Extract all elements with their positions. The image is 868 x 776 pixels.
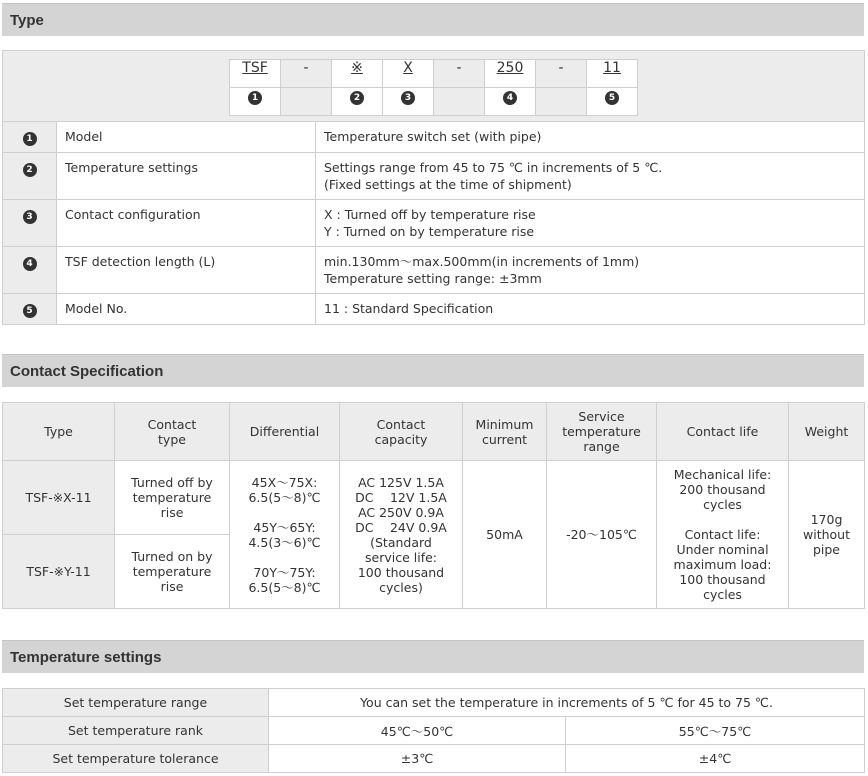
type-row [3, 247, 865, 294]
code-number-cell [230, 87, 281, 115]
column-header: Type [3, 403, 115, 461]
differential-cell: 45X～75X: 6.5(5～8)℃ 45Y～65Y: 4.5(3～6)℃ 70Y～75Y: 6.5(5～8)℃ [230, 461, 340, 609]
contact-spec-table [2, 402, 865, 609]
row-label: Temperature settings [57, 153, 316, 200]
code-part: ※ [332, 59, 383, 87]
column-header: Differential [230, 403, 340, 461]
row-number-cell [3, 122, 57, 153]
weight-cell: 170g without pipe [789, 461, 865, 609]
row-number-cell [3, 247, 57, 294]
code-number-cell [485, 87, 536, 115]
row-value-line: Temperature setting range: ±3mm [324, 271, 542, 286]
column-header: Weight [789, 403, 865, 461]
column-header: Minimum current [463, 403, 547, 461]
column-header: Contact type [115, 403, 230, 461]
code-part: 250 [485, 59, 536, 87]
type-table [2, 50, 865, 325]
column-header: Contact capacity [340, 403, 463, 461]
row-value [316, 247, 865, 294]
row-label: Model [57, 122, 316, 153]
code-number-cell [536, 87, 587, 115]
type-row [3, 153, 865, 200]
code-part: - [536, 59, 587, 87]
row-value-line: X : Turned off by temperature rise [324, 207, 536, 222]
number-badge-icon: 2 [23, 163, 37, 177]
row-value [316, 294, 865, 325]
row-value-line: min.130mm～max.500mm(in increments of 1mm) [324, 254, 640, 269]
row-value-line: Temperature switch set (with pipe) [324, 129, 542, 144]
contact-type-y: Turned on by temperature rise [115, 535, 230, 609]
row-value-line: Settings range from 45 to 75 ℃ in increments of 5 ℃. [324, 160, 663, 175]
contact-life-cell: Mechanical life: 200 thousand cycles Contact life: Under nominal maximum load: 100 thousand cycles [657, 461, 789, 609]
row-value-line: (Fixed settings at the time of shipment) [324, 177, 572, 192]
code-number-cell [281, 87, 332, 115]
tolerance-b: ±4℃ [566, 745, 865, 773]
tolerance-a: ±3℃ [269, 745, 566, 773]
number-badge-icon: 1 [23, 132, 37, 146]
code-part: - [434, 59, 485, 87]
row-label: Model No. [57, 294, 316, 325]
contact-type-x: Turned off by temperature rise [115, 461, 230, 535]
number-badge-icon: 5 [23, 304, 37, 318]
model-code-grid [229, 59, 638, 116]
column-header: Contact life [657, 403, 789, 461]
capacity-cell: AC 125V 1.5A DC 12V 1.5A AC 250V 0.9A DC 24V 0.9A (Standard service life: 100 thousand cycles) [340, 461, 463, 609]
min-current-cell: 50mA [463, 461, 547, 609]
rank-label: Set temperature rank [3, 717, 269, 745]
code-part: 11 [587, 59, 638, 87]
row-number-cell [3, 294, 57, 325]
type-row [3, 294, 865, 325]
code-number-cell [383, 87, 434, 115]
code-number-cell [587, 87, 638, 115]
row-number-cell [3, 153, 57, 200]
model-code-cell [3, 51, 865, 122]
code-number-cell [434, 87, 485, 115]
row-value-line: Y : Turned on by temperature rise [324, 224, 535, 239]
type-row [3, 200, 865, 247]
column-header: Service temperature range [547, 403, 657, 461]
service-range-cell: -20～105℃ [547, 461, 657, 609]
code-number-cell [332, 87, 383, 115]
rank-a: 45℃～50℃ [269, 717, 566, 745]
number-badge-icon: 5 [605, 91, 619, 105]
row-number-cell [3, 200, 57, 247]
contact-spec-heading: Contact Specification [2, 354, 864, 387]
range-value: You can set the temperature in increments of 5 ℃ for 45 to 75 ℃. [269, 689, 865, 717]
type-x-cell: TSF-※X-11 [3, 461, 115, 535]
temperature-settings-heading: Temperature settings [2, 640, 864, 673]
row-label: TSF detection length (L) [57, 247, 316, 294]
row-value-line: 11 : Standard Specification [324, 301, 494, 316]
row-value [316, 200, 865, 247]
number-badge-icon: 4 [23, 257, 37, 271]
type-y-cell: TSF-※Y-11 [3, 535, 115, 609]
range-label: Set temperature range [3, 689, 269, 717]
number-badge-icon: 4 [503, 91, 517, 105]
rank-b: 55℃～75℃ [566, 717, 865, 745]
type-row [3, 122, 865, 153]
type-heading: Type [2, 3, 864, 36]
row-label: Contact configuration [57, 200, 316, 247]
tolerance-label: Set temperature tolerance [3, 745, 269, 773]
code-part: TSF [230, 59, 281, 87]
number-badge-icon: 3 [23, 210, 37, 224]
number-badge-icon: 2 [350, 91, 364, 105]
row-value [316, 122, 865, 153]
number-badge-icon: 3 [401, 91, 415, 105]
code-part: X [383, 59, 434, 87]
row-value [316, 153, 865, 200]
code-part: - [281, 59, 332, 87]
number-badge-icon: 1 [248, 91, 262, 105]
temperature-settings-table [2, 688, 865, 773]
